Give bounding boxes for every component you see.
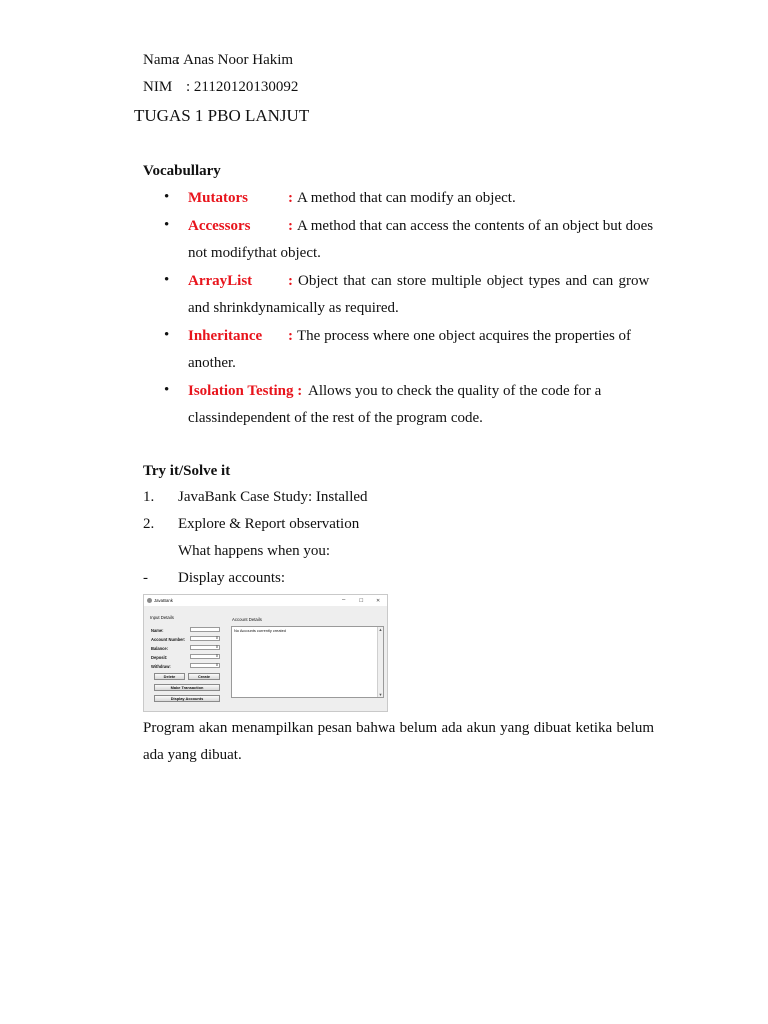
vocab-definition: Allows you to check the quality of the code for a xyxy=(308,383,602,399)
vocab-colon: : xyxy=(288,218,293,234)
display-accounts-button[interactable]: Display Accounts xyxy=(154,695,220,702)
vocab-definition: Object that can store multiple object types and can grow xyxy=(298,273,650,289)
question-text: What happens when you: xyxy=(178,543,331,559)
scroll-down-icon[interactable]: ▼ xyxy=(378,692,383,697)
minimize-icon[interactable]: – xyxy=(342,597,346,603)
account-number-input[interactable]: 0 xyxy=(190,636,220,641)
step-text: JavaBank Case Study: Installed xyxy=(178,489,368,505)
output-message: No Accounts currently created xyxy=(234,628,286,633)
step-number: 2. xyxy=(143,516,155,532)
bullet-icon: • xyxy=(164,272,170,288)
account-output-textarea[interactable] xyxy=(231,626,384,698)
window-title: JavaBank xyxy=(154,598,173,603)
field-label: Account Number: xyxy=(151,637,186,642)
field-label: Name: xyxy=(151,628,164,633)
scroll-up-icon[interactable]: ▲ xyxy=(378,627,383,632)
document-title: TUGAS 1 PBO LANJUT xyxy=(134,106,310,125)
action-text: Display accounts: xyxy=(178,570,286,586)
vocab-definition-cont: and shrinkdynamically as required. xyxy=(188,300,399,316)
vocab-colon: : xyxy=(288,273,293,289)
vocab-colon: : xyxy=(288,328,293,344)
java-app-icon xyxy=(147,598,152,603)
delete-button[interactable]: Delete xyxy=(154,673,185,680)
vocab-term: ArrayList xyxy=(188,273,253,289)
nim-value: : 21120120130092 xyxy=(186,79,299,95)
withdraw-input[interactable]: 0 xyxy=(190,663,220,668)
vocab-definition-cont: classindependent of the rest of the program code. xyxy=(188,410,483,426)
name-input[interactable] xyxy=(190,627,220,632)
dash-marker: - xyxy=(143,570,148,586)
input-panel-title: Input Details xyxy=(150,615,174,620)
close-icon[interactable]: ✕ xyxy=(376,598,381,604)
vocab-definition: A method that can access the contents of an object but does xyxy=(297,218,654,234)
vocab-definition: A method that can modify an object. xyxy=(297,190,516,206)
make-transaction-button[interactable]: Make Transaction xyxy=(154,684,220,691)
vocab-definition-cont: another. xyxy=(188,355,236,371)
vocab-definition: The process where one object acquires the properties of xyxy=(297,328,632,344)
window-titlebar xyxy=(144,595,387,606)
deposit-input[interactable]: 0 xyxy=(190,654,220,659)
vocab-colon: : xyxy=(288,190,293,206)
field-label: Balance: xyxy=(151,646,169,651)
field-label: Deposit: xyxy=(151,655,168,660)
vocab-definition-cont: not modifythat object. xyxy=(188,245,321,261)
create-button[interactable]: Create xyxy=(188,673,220,680)
step-number: 1. xyxy=(143,489,155,505)
observation-text: Program akan menampilkan pesan bahwa belum ada akun yang dibuat ketika belum xyxy=(143,720,655,736)
step-text: Explore & Report observation xyxy=(178,516,360,532)
vocab-term: Isolation Testing : xyxy=(188,383,303,399)
bullet-icon: • xyxy=(164,327,170,343)
vocab-term: Mutators xyxy=(188,190,248,206)
bullet-icon: • xyxy=(164,382,170,398)
vocab-heading: Vocabullary xyxy=(143,163,221,179)
observation-text-cont: ada yang dibuat. xyxy=(143,747,242,763)
nama-label: Nama xyxy=(143,52,179,68)
balance-input[interactable]: 0 xyxy=(190,645,220,650)
bullet-icon: • xyxy=(164,189,170,205)
nama-value: : Anas Noor Hakim xyxy=(176,52,294,68)
nim-label: NIM xyxy=(143,79,173,95)
account-panel-title: Account Details xyxy=(232,617,262,622)
try-heading: Try it/Solve it xyxy=(143,463,231,479)
javabank-window-screenshot xyxy=(143,594,388,712)
bullet-icon: • xyxy=(164,217,170,233)
vocab-term: Inheritance xyxy=(188,328,263,344)
vertical-scrollbar[interactable] xyxy=(377,627,383,697)
vocab-term: Accessors xyxy=(188,218,251,234)
maximize-icon[interactable]: ☐ xyxy=(359,598,364,604)
field-label: Withdraw: xyxy=(151,664,171,669)
